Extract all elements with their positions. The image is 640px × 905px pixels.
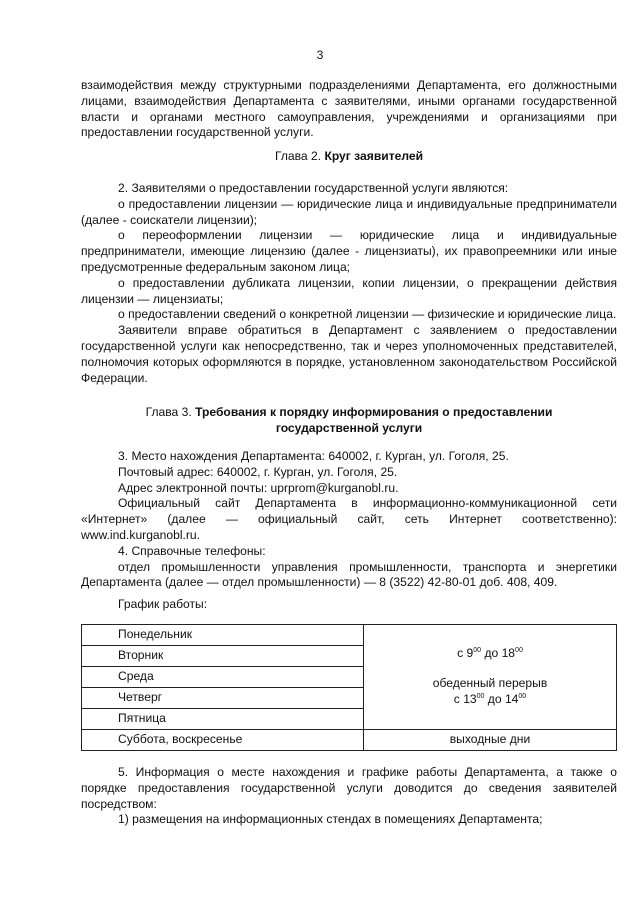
chapter2-paragraph: о переоформлении лицензии — юридические лица и индивидуальные предприниматели, имеющие лицензию (далее - лицензиаты), их правопреемники или иные предусмотренные федеральным законом лица; (81, 228, 617, 274)
schedule-day: Четверг (82, 688, 364, 709)
table-row (82, 730, 617, 751)
schedule-label: График работы: (118, 597, 208, 611)
chapter2-paragraph: 2. Заявителями о предоставлении государственной услуги являются: (118, 181, 509, 195)
schedule-weekend-label: Суббота, воскресенье (82, 730, 364, 751)
chapter3-title-line1: Требования к порядку информирования о предоставлении (195, 405, 553, 419)
chapter2-body (81, 181, 617, 386)
chapter3-paragraph: 3. Место нахождения Департамента: 640002, г. Курган, ул. Гоголя, 25. (118, 449, 509, 463)
table-row (82, 625, 617, 646)
chapter3-heading (81, 405, 617, 437)
chapter3-heading-line1 (81, 405, 617, 421)
schedule-table (81, 624, 617, 751)
chapter3-title-line2: государственной услуги (275, 420, 423, 435)
schedule-day: Вторник (82, 646, 364, 667)
chapter2-title: Круг заявителей (324, 149, 424, 163)
schedule-day: Среда (82, 667, 364, 688)
section5-paragraph: 1) размещения на информационных стендах в помещениях Департамента; (118, 812, 543, 827)
chapter3-paragraph: Почтовый адрес: 640002, г. Курган, ул. Гоголя, 25. (118, 464, 398, 479)
chapter2-paragraph: о предоставлении дубликата лицензии, копии лицензии, о прекращении действия лицензии — лицензиаты; (81, 275, 617, 306)
schedule-day: Пятница (82, 709, 364, 730)
chapter3-paragraph: Адрес электронной почты: uprprom@kurganobl.ru. (118, 480, 399, 495)
chapter3-paragraph: отдел промышленности управления промышленности, транспорта и энергетики Департамента (далее — отдел промышленности) — 8 (3522) 42-80-01 доб. 408, 409. (81, 559, 617, 590)
chapter3-prefix: Глава 3. (145, 405, 192, 419)
chapter2-heading (81, 149, 617, 165)
lunch-hours: с $13^{00}$ до $14^{00}$ (453, 691, 527, 706)
page-number: 3 (316, 48, 324, 62)
chapter2-paragraph: о предоставлении сведений о конкретной лицензии — физические и юридические лица. (118, 307, 617, 322)
chapter3-body (81, 449, 617, 591)
section5-paragraph: 5. Информация о месте нахождения и графике работы Департамента, а также о порядке предоставления государственной услуги доводится до сведения заявителей посредством: (81, 765, 617, 811)
section5-body (81, 765, 617, 828)
chapter2-prefix: Глава 2. (274, 149, 322, 163)
schedule-weekend-value: выходные дни (364, 730, 617, 751)
chapter2-paragraph: о предоставлении лицензии — юридические лица и индивидуальные предприниматели (далее - соискатели лицензии); (81, 196, 617, 227)
chapter3-heading-line2 (81, 421, 617, 437)
working-hours: с $9^{00}$ до $18^{00}$ (457, 646, 523, 661)
schedule-day: Понедельник (82, 625, 364, 646)
chapter3-paragraph: 4. Справочные телефоны: (118, 543, 266, 558)
chapter2-paragraph: Заявители вправе обратиться в Департамент с заявлением о предоставлении государственной услуги как непосредственно, так и через уполномоченных представителей, полномочия которых оформляются в порядке, установленном законодательством Российской Федерации. (81, 323, 617, 385)
schedule-hours-cell (364, 625, 617, 730)
lunch-label: обеденный перерыв (432, 676, 548, 691)
intro-paragraph: взаимодействия между структурными подразделениями Департамента, его должностными лицами, взаимодействия Департамента с заявителями, иными органами государственной власти и органами местного самоуправления, учреждениями и организациями при предоставлении государственной услуги. (81, 78, 617, 140)
chapter3-paragraph: Официальный сайт Департамента в информационно-коммуникационной сети «Интернет» (далее — официальный сайт, сеть Интернет соответственно): www.ind.kurganobl.ru. (81, 496, 617, 542)
